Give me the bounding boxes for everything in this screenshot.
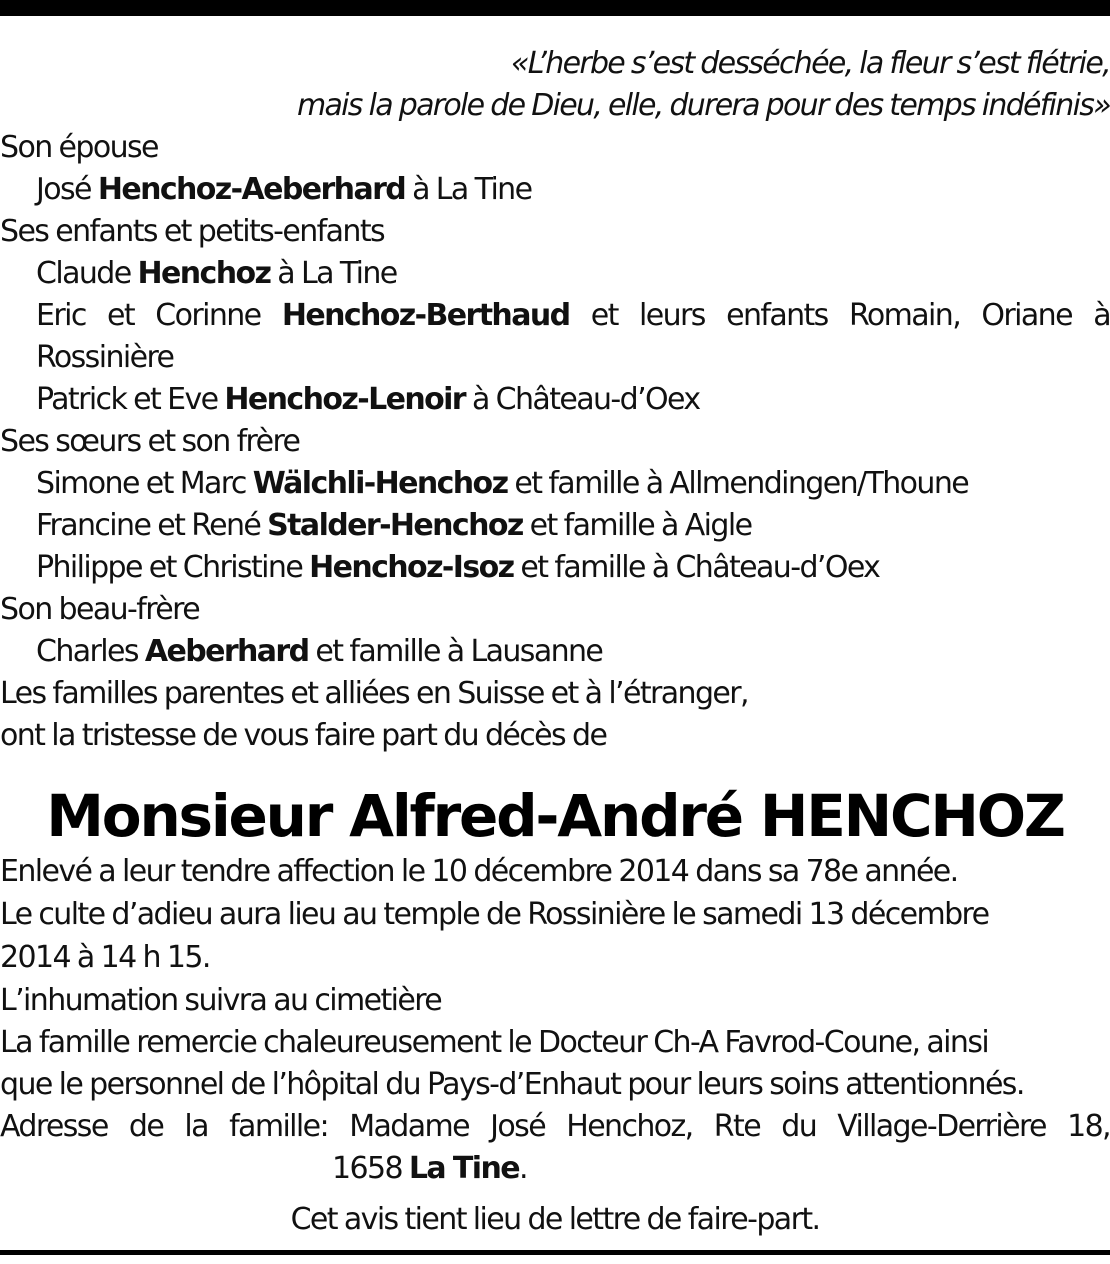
details-line-2: Le culte d’adieu aura lieu au temple de Rossinière le samedi 13 décembre: [0, 897, 989, 932]
child3-surname: Henchoz-Lenoir: [224, 382, 466, 417]
sibling1-place: et famille à Allmendingen/Thoune: [507, 466, 969, 501]
brother-in-law-first: Charles: [36, 634, 145, 669]
child1-first: Claude: [36, 256, 138, 291]
child2-surname: Henchoz-Berthaud: [281, 298, 570, 333]
child-entry-1: [36, 253, 1110, 295]
sibling1-surname: Wälchli-Henchoz: [252, 466, 508, 501]
deceased-name: Monsieur Alfred-André HENCHOZ: [46, 782, 1064, 850]
address-end: .: [518, 1151, 527, 1186]
child-entry-2-continued: Rossinière: [36, 340, 174, 375]
sibling-entry-2: [36, 505, 1110, 547]
sibling2-surname: Stalder-Henchoz: [267, 508, 523, 543]
spouse-first: José: [36, 172, 98, 207]
sibling3-first: Philippe et Christine: [36, 550, 310, 585]
sibling3-place: et famille à Château-d’Oex: [513, 550, 880, 585]
spouse-surname: Henchoz-Aeberhard: [97, 172, 406, 207]
address-zip: 1658: [332, 1151, 409, 1186]
child2-first: Eric et Corinne: [36, 298, 282, 333]
child1-surname: Henchoz: [137, 256, 271, 291]
details-line-6: que le personnel de l’hôpital du Pays-d’Enhaut pour leurs soins attentionnés.: [0, 1067, 1024, 1102]
address-line-2: [332, 1148, 1110, 1190]
details-line-4: L’inhumation suivra au cimetière: [0, 983, 442, 1018]
sibling2-place: et famille à Aigle: [522, 508, 752, 543]
brother-in-law-heading: Son beau-frère: [0, 592, 200, 627]
child3-place: à Château-d’Oex: [465, 382, 700, 417]
child2-place: et leurs enfants Romain, Oriane à: [569, 298, 1110, 333]
relatives-line: Les familles parentes et alliées en Suisse et à l’étranger,: [0, 676, 748, 711]
details-line-5: La famille remercie chaleureusement le Docteur Ch-A Favrod-Coune, ainsi: [0, 1025, 989, 1060]
spouse-place: à La Tine: [405, 172, 532, 207]
details-line-1: Enlevé a leur tendre affection le 10 décembre 2014 dans sa 78e année.: [0, 854, 958, 889]
closing-note: Cet avis tient lieu de lettre de faire-part.: [290, 1202, 820, 1237]
brother-in-law-place: et famille à Lausanne: [308, 634, 603, 669]
top-rule: [0, 0, 1110, 16]
address-town: La Tine: [408, 1151, 519, 1186]
children-heading: Ses enfants et petits-enfants: [0, 214, 385, 249]
sibling2-first: Francine et René: [36, 508, 268, 543]
child-entry-3: [36, 379, 1110, 421]
spouse-entry: [36, 169, 1110, 211]
sibling-entry-3: [36, 547, 1110, 589]
quote-line-1: «L’herbe s’est desséchée, la fleur s’est flétrie,: [510, 46, 1110, 81]
announcement-line: ont la tristesse de vous faire part du décès de: [0, 718, 607, 753]
child-entry-2: [36, 295, 1110, 337]
spouse-heading: Son épouse: [0, 130, 158, 165]
details-line-3: 2014 à 14 h 15.: [0, 940, 210, 975]
siblings-heading: Ses sœurs et son frère: [0, 424, 300, 459]
address-line-1: Adresse de la famille: Madame José Henchoz, Rte du Village-Derrière 18,: [0, 1109, 1110, 1144]
child3-first: Patrick et Eve: [36, 382, 225, 417]
sibling3-surname: Henchoz-Isoz: [309, 550, 514, 585]
brother-in-law-entry: [36, 631, 1110, 673]
bottom-rule: [0, 1250, 1110, 1255]
sibling1-first: Simone et Marc: [36, 466, 253, 501]
sibling-entry-1: [36, 463, 1110, 505]
brother-in-law-surname: Aeberhard: [144, 634, 309, 669]
quote-line-2: mais la parole de Dieu, elle, durera pour des temps indéfinis»: [296, 88, 1110, 123]
child1-place: à La Tine: [270, 256, 397, 291]
